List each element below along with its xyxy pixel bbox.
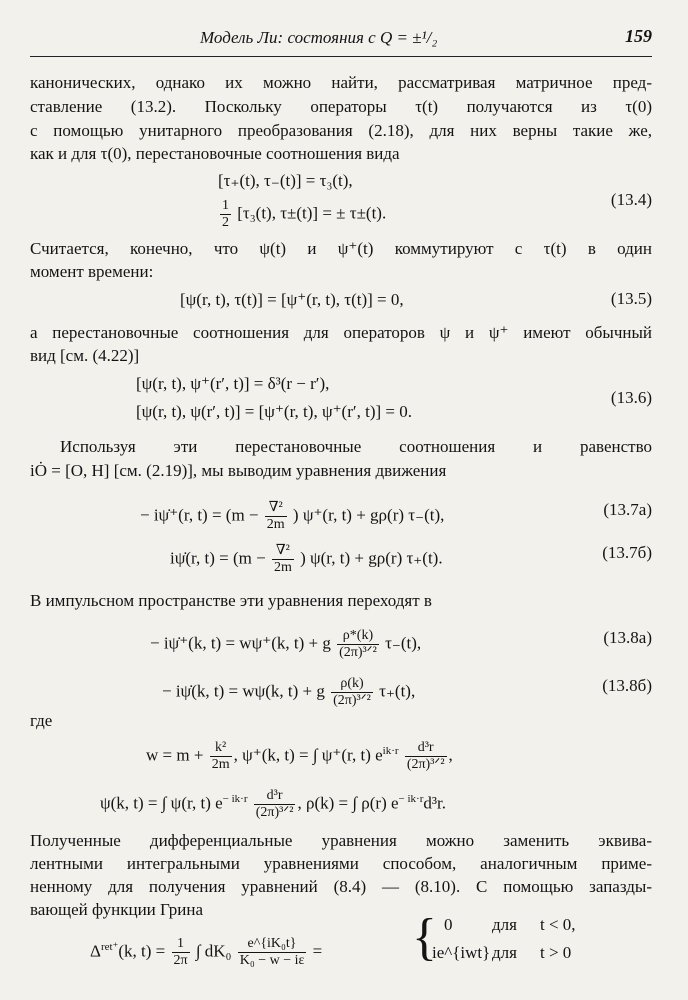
equation-number: (13.6) — [610, 388, 652, 407]
case-1-value: 0 — [444, 915, 453, 934]
equation-number: (13.7б) — [602, 543, 652, 562]
equation-number: (13.7а) — [603, 500, 652, 519]
paragraph-line: Используя эти перестановочные соотношения и равенство — [60, 437, 652, 456]
fraction: $\frac{\text{k²}}{2m}$ — [211, 740, 230, 773]
equation-13-8a: − iψ̇⁺(k, t) = wψ⁺(k, t) + g $\frac{\rho*(k)}{\text{(2π)³ᐟ²}}$ τ₋(t), — [150, 628, 422, 660]
fraction: $\frac{\text{d³r}}{\text{(2π)³ᐟ²}}$ — [406, 740, 445, 773]
paragraph-line: iȮ = [O, H] [см. (2.19)], мы выводим уравнения движения — [30, 461, 447, 480]
fraction: $\frac{1}{2}$ — [222, 198, 229, 230]
green-function-equation: $\Delta^{ret^+}(k$, t) = $\frac{1}{2\pi}$ ∫ dK₀ $\frac{\text{e\textasciicircum{}\{iK₀t\}}}{\text{K₀ − w − iε}}$ = — [90, 936, 323, 969]
page-number: 159 — [625, 26, 652, 46]
case-1-condition: t < 0, — [540, 915, 576, 934]
equation-13-7a: − iψ̇⁺(r, t) = (m − $\frac{\text{∇²}}{2m}$ ) ψ⁺(r, t) + gρ(r) τ₋(t), — [140, 500, 445, 532]
case-2-word: для — [492, 943, 517, 962]
equation-number: (13.4) — [610, 190, 652, 209]
fraction: $\frac{\text{e\textasciicircum{}\{iK₀t\}}}{\text{K₀ − w − iε}}$ — [239, 936, 305, 969]
paragraph-line: ненному для получения уравнений (8.4) — (8.10). С помощью запазды- — [30, 877, 652, 896]
paragraph-line: как и для τ(0), перестановочные соотношения вида — [30, 144, 400, 163]
fraction: $\frac{\rho(k)}{\text{(2π)³ᐟ²}}$ — [333, 676, 371, 708]
fraction: $\frac{1}{2\pi}$ — [173, 936, 188, 969]
paragraph-line: вид [см. (4.22)] — [30, 346, 140, 365]
paragraph-line: канонических, однако их можно найти, рассматривая матричное пред- — [30, 73, 652, 92]
paragraph-line: В импульсном пространстве эти уравнения переходят в — [30, 591, 432, 610]
paragraph-line: лентными интегральными уравнениями способом, аналогичным приме- — [30, 854, 652, 873]
case-2-value: ie^{iwt} — [432, 943, 491, 962]
equation-13-7b: iψ̇(r, t) = (m − $\frac{\text{∇²}}{2m}$ ) ψ(r, t) + gρ(r) τ₊(t). — [170, 543, 443, 575]
paragraph-line: вающей функции Грина — [30, 900, 204, 919]
equation-13-4-line1: [τ₊(t), τ₋(t)] = τ₃(t), — [218, 171, 353, 190]
equation-13-6-line2: [ψ(r, t), ψ(r′, t)] = [ψ⁺(r, t), ψ⁺(r′, t)] = 0. — [136, 402, 412, 421]
equation-13-4-line2: $\frac{1}{2}$ [τ₃(t), τ±(t)] = ± τ±(t). — [222, 198, 387, 230]
equation-number: (13.5) — [610, 289, 652, 308]
paragraph-line: момент времени: — [30, 262, 154, 281]
fraction: $\frac{\text{d³r}}{\text{(2π)³ᐟ²}}$ — [255, 788, 294, 821]
equation-13-8b: − iψ̇(k, t) = wψ(k, t) + g $\frac{\rho(k)}{\text{(2π)³ᐟ²}}$ τ₊(t), — [162, 676, 416, 708]
paragraph-line: Считается, конечно, что ψ(t) и ψ⁺(t) коммутируют с τ(t) в один — [30, 239, 652, 258]
case-2-condition: t > 0 — [540, 943, 572, 962]
case-1-word: для — [492, 915, 517, 934]
running-title: Модель Ли: состояния с Q = ±¹/₂ — [200, 28, 438, 47]
equation-13-6-line1: [ψ(r, t), ψ⁺(r′, t)] = δ³(r − r′), — [136, 374, 330, 393]
equation-number: (13.8б) — [602, 676, 652, 695]
paragraph-line: с помощью унитарного преобразования (2.18), для них верны такие же, — [30, 121, 652, 140]
fraction: $\frac{\text{∇²}}{2m}$ — [273, 543, 292, 575]
definition-line-1: w = m + $\frac{\text{k²}}{2m}$ , ψ⁺(k, t) = ∫ ψ⁺(r, t) $e^{ik\cdot r}$ $\frac{\text{d³r}}{\text{(2π)³ᐟ²}}$ , — [146, 740, 453, 773]
fraction: $\frac{\text{∇²}}{2m}$ — [266, 500, 285, 532]
definition-line-2: ψ(k, t) = ∫ ψ(r, t) $e^{- ik\cdot r}$ $\frac{\text{d³r}}{\text{(2π)³ᐟ²}}$ , ρ(k) = ∫ ρ(r) $e^{- ik\cdot r}d^3r$. — [100, 788, 446, 821]
cases-brace: { — [412, 909, 437, 966]
page-header — [30, 22, 652, 57]
where-word: где — [30, 711, 53, 730]
paragraph-line: а перестановочные соотношения для операторов ψ и ψ⁺ имеют обычный — [30, 323, 652, 342]
paragraph-line: Полученные дифференциальные уравнения можно заменить эквива- — [30, 831, 652, 850]
equation-number: (13.8а) — [603, 628, 652, 647]
equation-13-5: [ψ(r, t), τ(t)] = [ψ⁺(r, t), τ(t)] = 0, — [180, 290, 404, 309]
fraction: $\frac{\rho*(k)}{\text{(2π)³ᐟ²}}$ — [339, 628, 377, 660]
paragraph-line: ставление (13.2). Поскольку операторы τ(t) получаются из τ(0) — [30, 97, 652, 116]
